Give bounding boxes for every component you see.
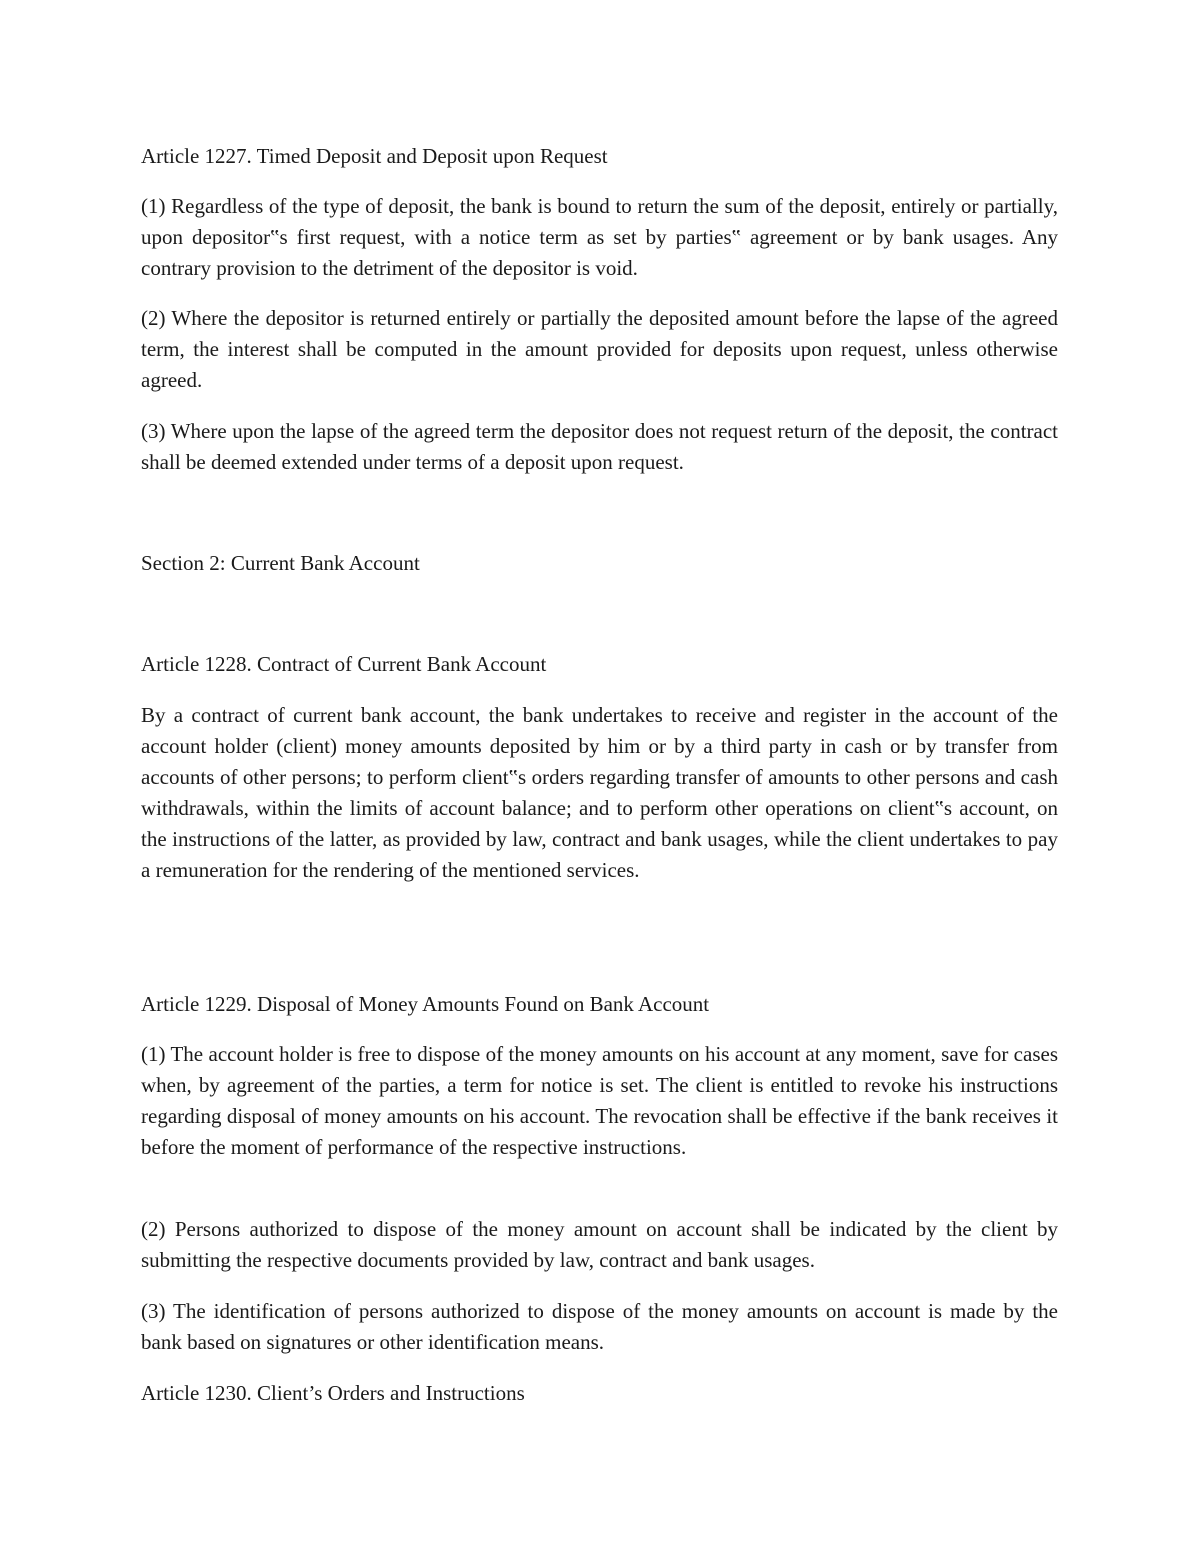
article-1229-paragraph-2: (2) Persons authorized to dispose of the money amount on account shall be indicated by the client by submitting the respective documents provided by law, contract and bank usages.	[141, 1217, 1058, 1272]
article-1227-heading: Article 1227. Timed Deposit and Deposit upon Request	[141, 144, 608, 168]
section-2-heading: Section 2: Current Bank Account	[141, 551, 420, 575]
article-1228-paragraph-1: By a contract of current bank account, the bank undertakes to receive and register in the account of the account holder (client) money amounts deposited by him or by a third party in cash or by transfer from accounts of other persons; to perform client‟s orders regarding transfer of amounts to other persons and cash withdrawals, within the limits of account balance; and to perform other operations on client‟s account, on the instructions of the latter, as provided by law, contract and bank usages, while the client undertakes to pay a remuneration for the rendering of the mentioned services.	[141, 703, 1058, 882]
article-1229-heading: Article 1229. Disposal of Money Amounts Found on Bank Account	[141, 992, 710, 1016]
article-1227-paragraph-1: (1) Regardless of the type of deposit, the bank is bound to return the sum of the deposit, entirely or partially, upon depositor‟s first request, with a notice term as set by parties‟ agreement or by bank usages. Any contrary provision to the detriment of the depositor is void.	[141, 194, 1058, 280]
article-1229-paragraph-3: (3) The identification of persons authorized to dispose of the money amounts on account is made by the bank based on signatures or other identification means.	[141, 1299, 1058, 1354]
article-1227-paragraph-2: (2) Where the depositor is returned entirely or partially the deposited amount before the lapse of the agreed term, the interest shall be computed in the amount provided for deposits upon request, unless otherwise agreed.	[141, 306, 1058, 392]
article-1229-paragraph-1: (1) The account holder is free to dispose of the money amounts on his account at any moment, save for cases when, by agreement of the parties, a term for notice is set. The client is entitled to revoke his instructions regarding disposal of money amounts on his account. The revocation shall be effective if the bank receives it before the moment of performance of the respective instructions.	[141, 1042, 1058, 1159]
article-1228-heading: Article 1228. Contract of Current Bank Account	[141, 652, 547, 676]
article-1227-paragraph-3: (3) Where upon the lapse of the agreed term the depositor does not request return of the deposit, the contract shall be deemed extended under terms of a deposit upon request.	[141, 419, 1058, 474]
article-1230-heading: Article 1230. Client’s Orders and Instructions	[141, 1381, 525, 1405]
